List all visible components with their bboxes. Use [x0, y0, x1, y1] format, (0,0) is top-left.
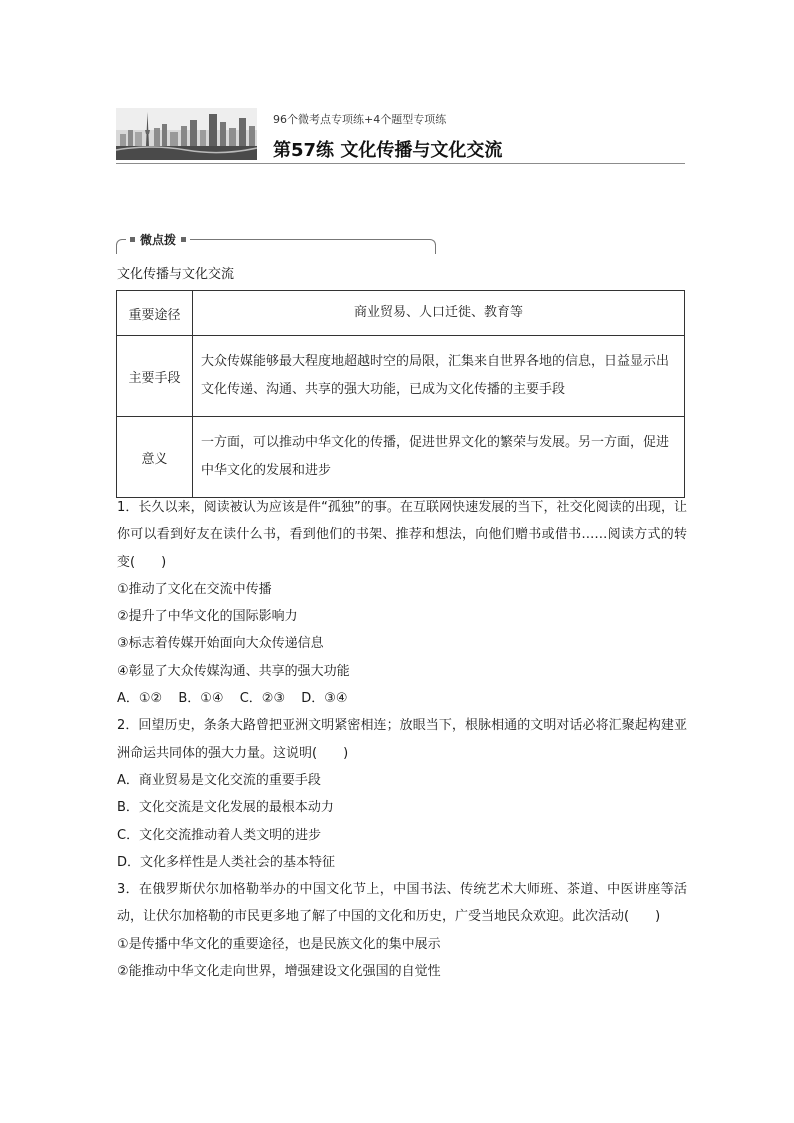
row-content: 商业贸易、人口迁徙、教育等: [193, 291, 685, 336]
bullet-square-icon: [181, 237, 186, 242]
row-label: 重要途径: [117, 291, 193, 336]
section-title: 文化传播与文化交流: [117, 267, 235, 282]
header-divider: [116, 163, 685, 164]
tip-badge-label: 微点拨: [140, 232, 177, 247]
statement-item: ②能推动中华文化走向世界，增强建设文化强国的自觉性: [117, 964, 441, 980]
statement-item: ③标志着传媒开始面向大众传递信息: [117, 636, 324, 652]
series-label: 96个微考点专项练+4个题型专项练: [273, 113, 447, 126]
header-cityscape-image: [116, 108, 257, 160]
page-title: 第57练 文化传播与文化交流: [273, 140, 503, 161]
question-stem: 2．回望历史，条条大路曾把亚洲文明紧密相连；放眼当下，根脉相通的文明对话必将汇聚起构建亚洲命运共同体的强大力量。这说明( ): [117, 718, 687, 761]
tip-badge: [126, 232, 190, 246]
answer-choices: [117, 685, 687, 712]
table-row: [117, 336, 685, 417]
choice-option[interactable]: B．①④: [178, 691, 224, 707]
table-row: [117, 417, 685, 498]
question-stem: 3．在俄罗斯伏尔加格勒举办的中国文化节上，中国书法、传统艺术大师班、茶道、中医讲座等活动，让伏尔加格勒的市民更多地了解了中国的文化和历史，广受当地民众欢迎。此次活动( ): [117, 882, 687, 925]
choice-option[interactable]: D．文化多样性是人类社会的基本特征: [117, 854, 336, 870]
choice-option[interactable]: B．文化交流是文化发展的最根本动力: [117, 800, 334, 816]
bullet-square-icon: [130, 237, 135, 242]
table-row: [117, 291, 685, 336]
summary-table: [116, 290, 685, 498]
statement-item: ④彰显了大众传媒沟通、共享的强大功能: [117, 663, 350, 679]
question-list: [117, 494, 687, 985]
question-stem: 1．长久以来，阅读被认为应该是件“孤独”的事。在互联网快速发展的当下，社交化阅读的出现，让你可以看到好友在读什么书，看到他们的书架、推荐和想法，向他们赠书或借书……阅读方式的转变( ): [117, 500, 687, 570]
row-label: 主要手段: [117, 336, 193, 417]
row-label: 意义: [117, 417, 193, 498]
choice-option[interactable]: A．①②: [117, 691, 163, 707]
choice-option[interactable]: C．文化交流推动着人类文明的进步: [117, 827, 322, 843]
choice-option[interactable]: D．③④: [301, 691, 348, 707]
statement-item: ②提升了中华文化的国际影响力: [117, 609, 298, 625]
row-content: 一方面，可以推动中华文化的传播，促进世界文化的繁荣与发展。另一方面，促进中华文化的发展和进步: [193, 417, 685, 498]
statement-item: ①是传播中华文化的重要途径，也是民族文化的集中展示: [117, 936, 441, 952]
statement-item: ①推动了文化在交流中传播: [117, 581, 272, 597]
choice-option[interactable]: C．②③: [239, 691, 286, 707]
choice-option[interactable]: A．商业贸易是文化交流的重要手段: [117, 772, 321, 788]
row-content: 大众传媒能够最大程度地超越时空的局限，汇集来自世界各地的信息，日益显示出文化传递、沟通、共享的强大功能，已成为文化传播的主要手段: [193, 336, 685, 417]
